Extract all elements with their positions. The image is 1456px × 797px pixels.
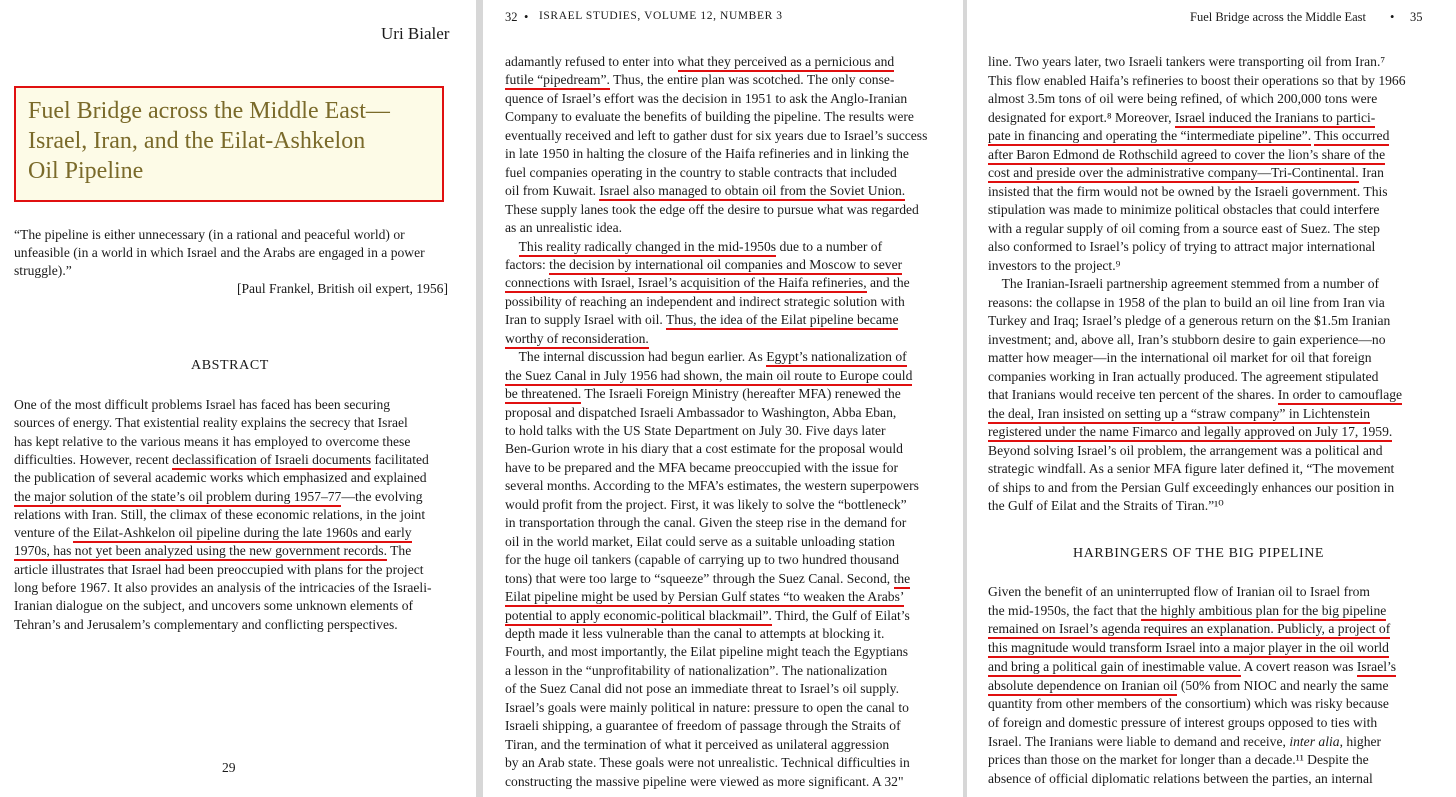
text-segment: possibility of reaching an independent and indirect strategic solution with xyxy=(505,293,905,309)
text-line xyxy=(988,312,1390,330)
text-line xyxy=(988,639,1389,657)
text-segment: as an unrealistic idea. xyxy=(505,220,623,236)
text-line xyxy=(505,127,927,145)
highlighted-text: after Baron Edmond de Rothschild agreed to cover the lion’s share of the xyxy=(988,147,1385,165)
text-line xyxy=(988,257,1120,275)
text-line xyxy=(988,349,1372,367)
text-segment: quence of Israel’s effort was the decision in 1951 to ask the Anglo-Iranian xyxy=(505,90,908,106)
header-article-title: Fuel Bridge across the Middle East xyxy=(1190,10,1367,24)
text-segment: stipulation was made to minimize political obstacles that could interfere xyxy=(988,202,1380,217)
text-line xyxy=(988,583,1370,601)
text-line xyxy=(988,602,1386,620)
text-line xyxy=(988,275,1379,293)
highlighted-text: This occurred xyxy=(1314,128,1389,146)
highlighted-text: this magnitude would transform Israel into a major player in the oil world xyxy=(988,640,1389,658)
text-line xyxy=(988,238,1375,256)
text-line xyxy=(505,238,882,256)
text-segment: and the xyxy=(866,275,910,291)
text-segment: Tiran, and the termination of what it perceived as unilateral aggression xyxy=(505,736,890,752)
text-line xyxy=(505,71,894,89)
text-line xyxy=(505,385,901,403)
text-line xyxy=(988,751,1369,769)
text-segment: due to a number of xyxy=(776,238,883,254)
text-line xyxy=(14,616,398,634)
text-line xyxy=(988,220,1380,238)
text-segment: have to be prepared and the MFA became preoccupied with the issue for xyxy=(505,459,899,475)
text-segment: oil from Kuwait. xyxy=(505,183,600,199)
text-line xyxy=(505,201,919,219)
text-segment: Israeli shipping, a guarantee of freedom of passage through the Straits of xyxy=(505,718,901,734)
highlighted-text: remained on Israel’s agenda requires an explanation. Publicly, a project of xyxy=(988,621,1390,639)
text-segment: difficulties. However, recent xyxy=(14,451,173,467)
text-line xyxy=(505,348,907,366)
highlighted-text: declassification of Israeli documents xyxy=(172,452,371,470)
text-line xyxy=(14,597,413,615)
text-line xyxy=(988,460,1394,478)
text-line xyxy=(988,620,1390,638)
text-line xyxy=(988,294,1385,312)
page-number: 29 xyxy=(222,760,236,775)
text-segment: article illustrates that Israel had been preoccupied with plans for the project xyxy=(14,561,424,577)
text-segment: line. Two years later, two Israeli tankers were transporting oil from Iran.⁷ xyxy=(988,54,1386,69)
epigraph-line: struggle).” xyxy=(14,263,72,278)
highlighted-text: 1970s, has not yet been analyzed using the new government records. xyxy=(14,543,387,561)
text-line xyxy=(505,551,899,569)
text-segment: has kept relative to the various means it has employed to overcome these xyxy=(14,433,411,449)
text-segment: , higher xyxy=(1339,733,1382,749)
text-line xyxy=(505,440,903,458)
text-segment: long before 1967. It also provides an analysis of the intricacies of the Israeli- xyxy=(14,580,432,595)
text-segment: inter alia xyxy=(1289,733,1340,749)
text-segment: companies working in Iran actually produced. The agreement stipulated xyxy=(988,368,1379,384)
text-segment: Iran to supply Israel with oil. xyxy=(505,312,666,328)
text-line xyxy=(988,658,1396,676)
text-line xyxy=(505,182,905,200)
text-line xyxy=(988,423,1392,441)
text-line xyxy=(505,754,910,772)
text-line xyxy=(505,625,884,643)
highlighted-text: cost and preside over the administrative company—Tri-Continental. xyxy=(988,165,1359,183)
text-line xyxy=(505,533,895,551)
text-segment: A covert reason was xyxy=(1240,658,1357,674)
highlighted-text: pate in financing and operating the “intermediate pipeline”. xyxy=(988,128,1311,146)
article-title-box xyxy=(14,86,444,202)
highlighted-text: connections with Israel, Israel’s acquisition of the Haifa refineries, xyxy=(505,275,867,293)
text-line xyxy=(988,695,1389,713)
text-segment: Beyond solving Israel’s oil problem, the arrangement was a political and xyxy=(988,442,1383,458)
text-line xyxy=(505,367,912,385)
text-line xyxy=(988,677,1389,695)
highlighted-text: the xyxy=(894,571,911,589)
text-segment: Given the benefit of an uninterrupted flow of Iranian oil to Israel from xyxy=(988,584,1371,599)
text-segment: The internal discussion had begun earlier. As xyxy=(505,349,767,365)
text-line xyxy=(988,90,1377,108)
text-line xyxy=(505,90,907,108)
text-segment: constructing the massive pipeline were viewed as more significant. A 32" xyxy=(505,773,904,789)
text-line xyxy=(988,331,1386,349)
text-segment: Turkey and Iraq; Israel’s pledge of a generous return on the $1.5m Iranian xyxy=(988,313,1391,328)
text-segment: Company to evaluate the benefits of building the pipeline. The results were xyxy=(505,109,914,125)
text-line xyxy=(505,662,887,680)
text-segment: would profit from the project. First, it was likely to solve the “bottleneck” xyxy=(505,496,907,512)
header-page-number: 35 xyxy=(1410,10,1423,24)
text-segment: Fourth, and most importantly, the Eilat pipeline might teach the Egyptians xyxy=(505,644,909,660)
page-32 xyxy=(483,0,963,797)
text-segment: The xyxy=(386,543,412,559)
text-segment: of ships to and from the Persian Gulf exceedingly enhances our position in xyxy=(988,479,1395,495)
text-segment: in late 1950 in halting the closure of the Haifa refineries and in linking the xyxy=(505,146,909,162)
text-segment: Israel’s goals were mainly political in nature: pressure to open the canal to xyxy=(505,699,909,715)
title-line: Israel, Iran, and the Eilat-Ashkelon xyxy=(28,128,366,154)
text-segment: by an Arab state. These goals were not unrealistic. Technical difficulties in xyxy=(505,755,910,771)
text-line xyxy=(14,414,408,432)
text-line xyxy=(14,579,432,597)
text-segment: factors: xyxy=(505,256,550,272)
text-segment: proposal and dispatched Israeli Ambassador to Washington, Abba Eban, xyxy=(505,404,897,420)
header-journal-title: ISRAEL STUDIES, VOLUME 12, NUMBER 3 xyxy=(539,10,783,22)
text-line xyxy=(14,561,424,579)
text-segment: strategic windfall. As a senior MFA figure later defined it, “The movement xyxy=(988,461,1395,476)
text-segment: in transportation through the canal. Given the steep rise in the demand for xyxy=(505,515,907,531)
page-29 xyxy=(0,0,476,797)
text-segment: relations with Iran. Still, the climax of these economic relations, in the joint xyxy=(14,506,426,522)
highlighted-text: the major solution of the state’s oil problem during 1957–77 xyxy=(14,489,341,507)
text-segment: depth made it less vulnerable than the canal to attempts at blocking it. xyxy=(505,625,885,641)
highlighted-text: the Eilat-Ashkelon oil pipeline during the late 1960s and early xyxy=(73,525,412,543)
text-segment: quantity from other members of the consortium) which was risky because xyxy=(988,696,1389,712)
text-segment: Iran xyxy=(1358,165,1384,180)
text-segment: venture of xyxy=(14,525,73,541)
highlighted-text: the highly ambitious plan for the big pipeline xyxy=(1141,603,1387,621)
text-line xyxy=(505,514,906,532)
highlighted-text: what they perceived as a pernicious and xyxy=(678,54,895,72)
text-line xyxy=(988,714,1377,732)
text-segment: also conformed to Israel’s policy of trying to attract major international xyxy=(988,239,1376,254)
text-line xyxy=(505,422,886,440)
text-line xyxy=(988,53,1385,71)
text-segment: This flow enabled Haifa’s refineries to boost their operations so that by 1966 xyxy=(988,72,1406,88)
text-segment: These supply lanes took the edge off the desire to pursue what was regarded xyxy=(505,201,919,217)
text-segment: (50% from NIOC and nearly the same xyxy=(1177,677,1389,693)
highlighted-text: Israel’s xyxy=(1357,659,1396,677)
text-segment: The Israeli Foreign Ministry (hereafter MFA) renewed the xyxy=(581,386,901,402)
running-header-author: Uri Bialer xyxy=(381,24,450,43)
text-segment: insisted that the firm would not be owned by the Israeli government. This xyxy=(988,183,1388,199)
highlighted-text: absolute dependence on Iranian oil xyxy=(988,678,1177,696)
text-segment: sources of energy. That existential reality explains the secrecy that Israel xyxy=(14,415,408,431)
highlighted-text: Israel induced the Iranians to partici- xyxy=(1175,110,1375,128)
page-35 xyxy=(967,0,1456,797)
text-segment: for the huge oil tankers (capable of carrying up to two hundred thousand xyxy=(505,552,900,568)
text-line xyxy=(14,433,410,451)
text-line xyxy=(505,477,919,495)
text-segment: several months. According to the MFA’s estimates, the western superpowers xyxy=(505,478,919,494)
text-line xyxy=(505,108,914,126)
text-line xyxy=(505,588,904,606)
text-segment: the mid-1950s, the fact that xyxy=(988,602,1141,618)
text-line xyxy=(988,127,1389,145)
text-segment: adamantly refused to enter into xyxy=(505,54,678,69)
title-line: Fuel Bridge across the Middle East— xyxy=(28,98,390,124)
text-line xyxy=(14,451,429,469)
text-line xyxy=(988,109,1375,127)
text-line xyxy=(988,442,1383,460)
text-segment: that Iranians would receive ten percent of the shares. xyxy=(988,387,1278,402)
text-line xyxy=(505,459,898,477)
text-line xyxy=(14,488,423,506)
highlighted-text: Eilat pipeline might be used by Persian Gulf states “to weaken the Arabs’ xyxy=(505,589,904,607)
text-line xyxy=(988,201,1379,219)
text-line xyxy=(505,256,902,274)
text-segment: of foreign and domestic pressure of interest groups opposed to ties with xyxy=(988,714,1378,730)
text-line xyxy=(505,717,901,735)
text-segment: investment; and, above all, Iran’s stubborn desire to gain experience—no xyxy=(988,331,1386,347)
text-line xyxy=(988,479,1394,497)
highlighted-text: be threatened. xyxy=(505,386,581,404)
text-line xyxy=(14,469,427,487)
section-heading: HARBINGERS OF THE BIG PIPELINE xyxy=(1073,546,1325,561)
header-page-number: 32 xyxy=(505,10,518,24)
text-line xyxy=(988,72,1406,90)
text-segment: of the Suez Canal did not pose an immediate threat to Israel’s oil supply. xyxy=(505,681,899,697)
highlighted-text: and bring a political gain of inestimable value. xyxy=(988,659,1241,677)
text-line xyxy=(505,164,897,182)
text-line xyxy=(505,773,904,791)
text-segment: with a regular supply of oil coming from a source east of Suez. The step xyxy=(988,220,1380,236)
text-segment: the Gulf of Eilat and the Straits of Tiran.”¹⁰ xyxy=(988,498,1224,513)
highlighted-text: Israel also managed to obtain oil from the Soviet Union. xyxy=(599,183,905,201)
text-segment: investors to the project.⁹ xyxy=(988,257,1121,273)
text-segment: absence of official diplomatic relations between the parties, an internal xyxy=(988,771,1373,786)
text-line xyxy=(505,145,909,163)
text-line xyxy=(505,699,909,717)
highlighted-text: futile “pipedream”. xyxy=(505,72,610,90)
text-line xyxy=(505,570,910,588)
text-segment: The Iranian-Israeli partnership agreement stemmed from a number of xyxy=(988,276,1380,291)
text-segment: almost 3.5m tons of oil were being refined, of which 200,000 tons were xyxy=(988,91,1378,106)
text-line xyxy=(988,183,1388,201)
text-line xyxy=(505,330,649,348)
abstract-heading: ABSTRACT xyxy=(191,358,269,373)
text-segment xyxy=(505,239,519,254)
header-bullet: • xyxy=(524,10,529,24)
text-line xyxy=(505,274,910,292)
text-line xyxy=(14,396,390,414)
text-segment: designated for export.⁸ Moreover, xyxy=(988,109,1175,125)
highlighted-text: In order to camouflage xyxy=(1278,387,1402,405)
highlighted-text: registered under the name Fimarco and legally approved on July 17, 1959. xyxy=(988,424,1392,442)
text-segment: matter how meager—in the international oil market for oil that foreign xyxy=(988,350,1372,365)
highlighted-text: the decision by international oil companies and Moscow to sever xyxy=(549,257,902,275)
text-segment: Ben-Gurion wrote in his diary that a cost estimate for the proposal would xyxy=(505,441,903,457)
highlighted-text: potential to apply economic-political blackmail”. xyxy=(505,608,772,626)
text-line xyxy=(505,219,622,237)
text-line xyxy=(505,607,910,625)
highlighted-text: Thus, the idea of the Eilat pipeline became xyxy=(666,312,899,330)
text-segment: to hold talks with the US State Department on July 30. Five days later xyxy=(505,423,886,438)
text-segment: reasons: the collapse in 1958 of the plan to build an oil line from Iran via xyxy=(988,294,1385,310)
text-line xyxy=(505,53,894,71)
text-line xyxy=(14,542,411,560)
text-segment: oil in the world market, Eilat could serve as a suitable unloading station xyxy=(505,533,895,549)
text-segment: facilitated xyxy=(371,451,429,467)
text-segment: Tehran’s and Jerusalem’s complementary and conflicting perspectives. xyxy=(14,616,398,632)
epigraph-line: unfeasible (in a world in which Israel and the Arabs are engaged in a power xyxy=(14,245,425,260)
text-line xyxy=(505,643,908,661)
text-line xyxy=(988,146,1385,164)
text-line xyxy=(14,524,412,542)
text-segment: the publication of several academic works which emphasized and explained xyxy=(14,470,427,486)
text-line xyxy=(988,164,1384,182)
text-segment: a lesson in the “unprofitability of nationalization”. The nationalization xyxy=(505,662,888,678)
text-segment: prices than those on the market for longer than a decade.¹¹ Despite the xyxy=(988,752,1369,768)
text-line xyxy=(505,404,896,422)
text-segment: eventually received and left to gather dust for six years due to Israel’s success xyxy=(505,127,928,143)
epigraph-line: “The pipeline is either unnecessary (in a rational and peaceful world) or xyxy=(14,227,405,242)
text-line xyxy=(988,368,1378,386)
text-line xyxy=(14,506,425,524)
text-segment: Iranian dialogue on the subject, and uncovers some unknown elements of xyxy=(14,598,414,614)
text-segment: fuel companies operating in the country to stable contracts that included xyxy=(505,164,897,180)
text-segment: tons) that were too large to “squeeze” through the Suez Canal. Second, xyxy=(505,570,894,586)
highlighted-text: worthy of reconsideration. xyxy=(505,331,649,349)
text-segment: Third, the Gulf of Eilat’s xyxy=(771,607,910,623)
text-line xyxy=(988,386,1402,404)
text-line xyxy=(988,497,1224,515)
text-line xyxy=(988,770,1373,788)
text-segment: —the evolving xyxy=(341,488,423,504)
text-segment: Israel. The Iranians were liable to demand and receive, xyxy=(988,733,1290,749)
text-line xyxy=(505,311,898,329)
text-segment: One of the most difficult problems Israel has faced has been securing xyxy=(14,397,391,412)
highlighted-text: Egypt’s nationalization of xyxy=(766,349,906,367)
title-line: Oil Pipeline xyxy=(28,158,144,184)
text-line xyxy=(505,496,907,514)
text-segment: Thus, the entire plan was scotched. The only conse- xyxy=(609,72,895,88)
highlighted-text: This reality radically changed in the mid-1950s xyxy=(519,239,776,257)
epigraph-attribution: [Paul Frankel, British oil expert, 1956] xyxy=(236,281,448,296)
text-line xyxy=(988,405,1370,423)
highlighted-text: the Suez Canal in July 1956 had shown, the main oil route to Europe could xyxy=(505,368,912,386)
header-bullet: • xyxy=(1390,10,1395,24)
text-line xyxy=(505,293,905,311)
text-line xyxy=(988,733,1381,751)
highlighted-text: the deal, Iran insisted on setting up a “straw company” in Lichtenstein xyxy=(988,406,1370,424)
text-line xyxy=(505,680,899,698)
text-line xyxy=(505,736,889,754)
